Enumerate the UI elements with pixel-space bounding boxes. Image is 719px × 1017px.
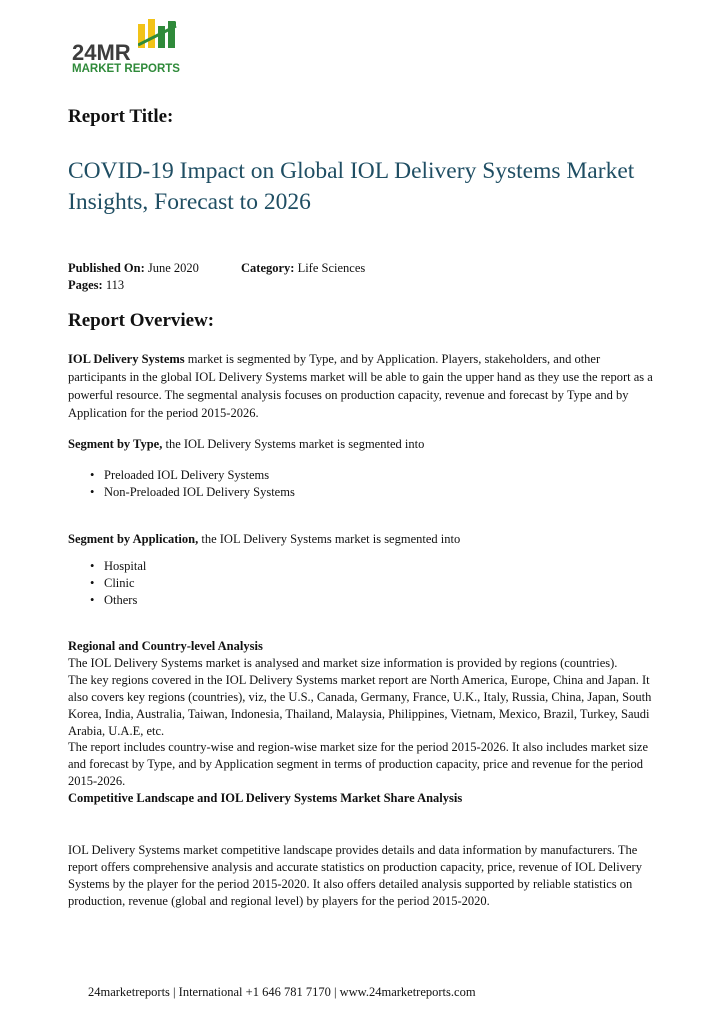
regional-paragraph-2: The key regions covered in the IOL Delivery Systems market report are North America, Europe, China and Japan. It also covers key regions (countries), viz, the U.S., Canada, Germany, France, U.K., Italy, Russia, China, Japan, South Korea, India, Australia, Taiwan, Indonesia, Thailand, Malaysia, Philippines, Vietnam, Mexico, Brazil, Turkey, Saudi Arabia, U.A.E, etc. bbox=[68, 672, 652, 738]
list-item: • Preloaded IOL Delivery Systems bbox=[104, 467, 295, 484]
regional-paragraph-3: The report includes country-wise and region-wise market size for the period 2015-2026. It also includes market size and forecast by Type, and by Application segment in terms of production capacity, price and revenue for the period 2015-2026. bbox=[68, 740, 649, 789]
intro-bold: IOL Delivery Systems bbox=[68, 352, 185, 366]
list-item: • Hospital bbox=[104, 558, 146, 575]
application-list bbox=[68, 558, 146, 609]
competitive-paragraph: IOL Delivery Systems market competitive landscape provides details and data information by manufacturers. The report offers comprehensive analysis and accurate statistics on production capacity, price, revenue of IOL Delivery Systems by the player for the period 2015-2020. It also offers detailed analysis supported by reliable statistics on production, revenue (global and regional level) by players for the period 2015-2020. bbox=[68, 843, 642, 908]
competitive-heading: Competitive Landscape and IOL Delivery Systems Market Share Analysis bbox=[68, 791, 463, 806]
app-bold: Segment by Application, bbox=[68, 532, 199, 546]
list-item: • Clinic bbox=[104, 575, 146, 592]
type-text: the IOL Delivery Systems market is segmented into bbox=[162, 437, 425, 451]
report-overview-heading: Report Overview: bbox=[68, 310, 215, 331]
pages-label: Pages: bbox=[68, 278, 103, 292]
pages-value: 113 bbox=[105, 278, 125, 292]
segment-by-type bbox=[68, 435, 658, 453]
published-value: June 2020 bbox=[147, 261, 199, 275]
list-item: • Others bbox=[104, 592, 146, 609]
published-on bbox=[68, 260, 199, 277]
report-title: COVID-19 Impact on Global IOL Delivery Systems Market Insights, Forecast to 2026 bbox=[68, 158, 635, 215]
type-list bbox=[68, 467, 295, 501]
segment-by-application bbox=[68, 530, 658, 548]
category-label: Category: bbox=[241, 261, 295, 275]
overview-intro bbox=[68, 350, 658, 422]
logo-line-2: MARKET REPORTS bbox=[72, 63, 180, 75]
logo-line-1: 24MR bbox=[72, 40, 131, 65]
type-bold: Segment by Type, bbox=[68, 437, 163, 451]
category bbox=[241, 260, 365, 277]
published-label: Published On: bbox=[68, 261, 145, 275]
report-title-label: Report Title: bbox=[68, 106, 174, 127]
pages bbox=[68, 277, 124, 294]
page-footer: 24marketreports | International +1 646 781 7170 | www.24marketreports.com bbox=[88, 985, 476, 999]
category-value: Life Sciences bbox=[297, 261, 366, 275]
list-item: • Non-Preloaded IOL Delivery Systems bbox=[104, 484, 295, 501]
regional-paragraph-1: The IOL Delivery Systems market is analysed and market size information is provided by regions (countries). bbox=[68, 655, 618, 670]
regional-heading: Regional and Country-level Analysis bbox=[68, 639, 263, 653]
brand-logo bbox=[70, 18, 220, 80]
intro-text: market is segmented by Type, and by Application. Players, stakeholders, and other participants in the global IOL Delivery Systems market will be able to gain the upper hand as they use the report as a powerful resource. The segmental analysis focuses on production capacity, revenue and forecast by Type and by Application for the period 2015-2026. bbox=[68, 352, 653, 420]
regional-analysis bbox=[68, 638, 658, 807]
app-text: the IOL Delivery Systems market is segmented into bbox=[198, 532, 461, 546]
bar-chart-logo-icon bbox=[138, 18, 218, 48]
